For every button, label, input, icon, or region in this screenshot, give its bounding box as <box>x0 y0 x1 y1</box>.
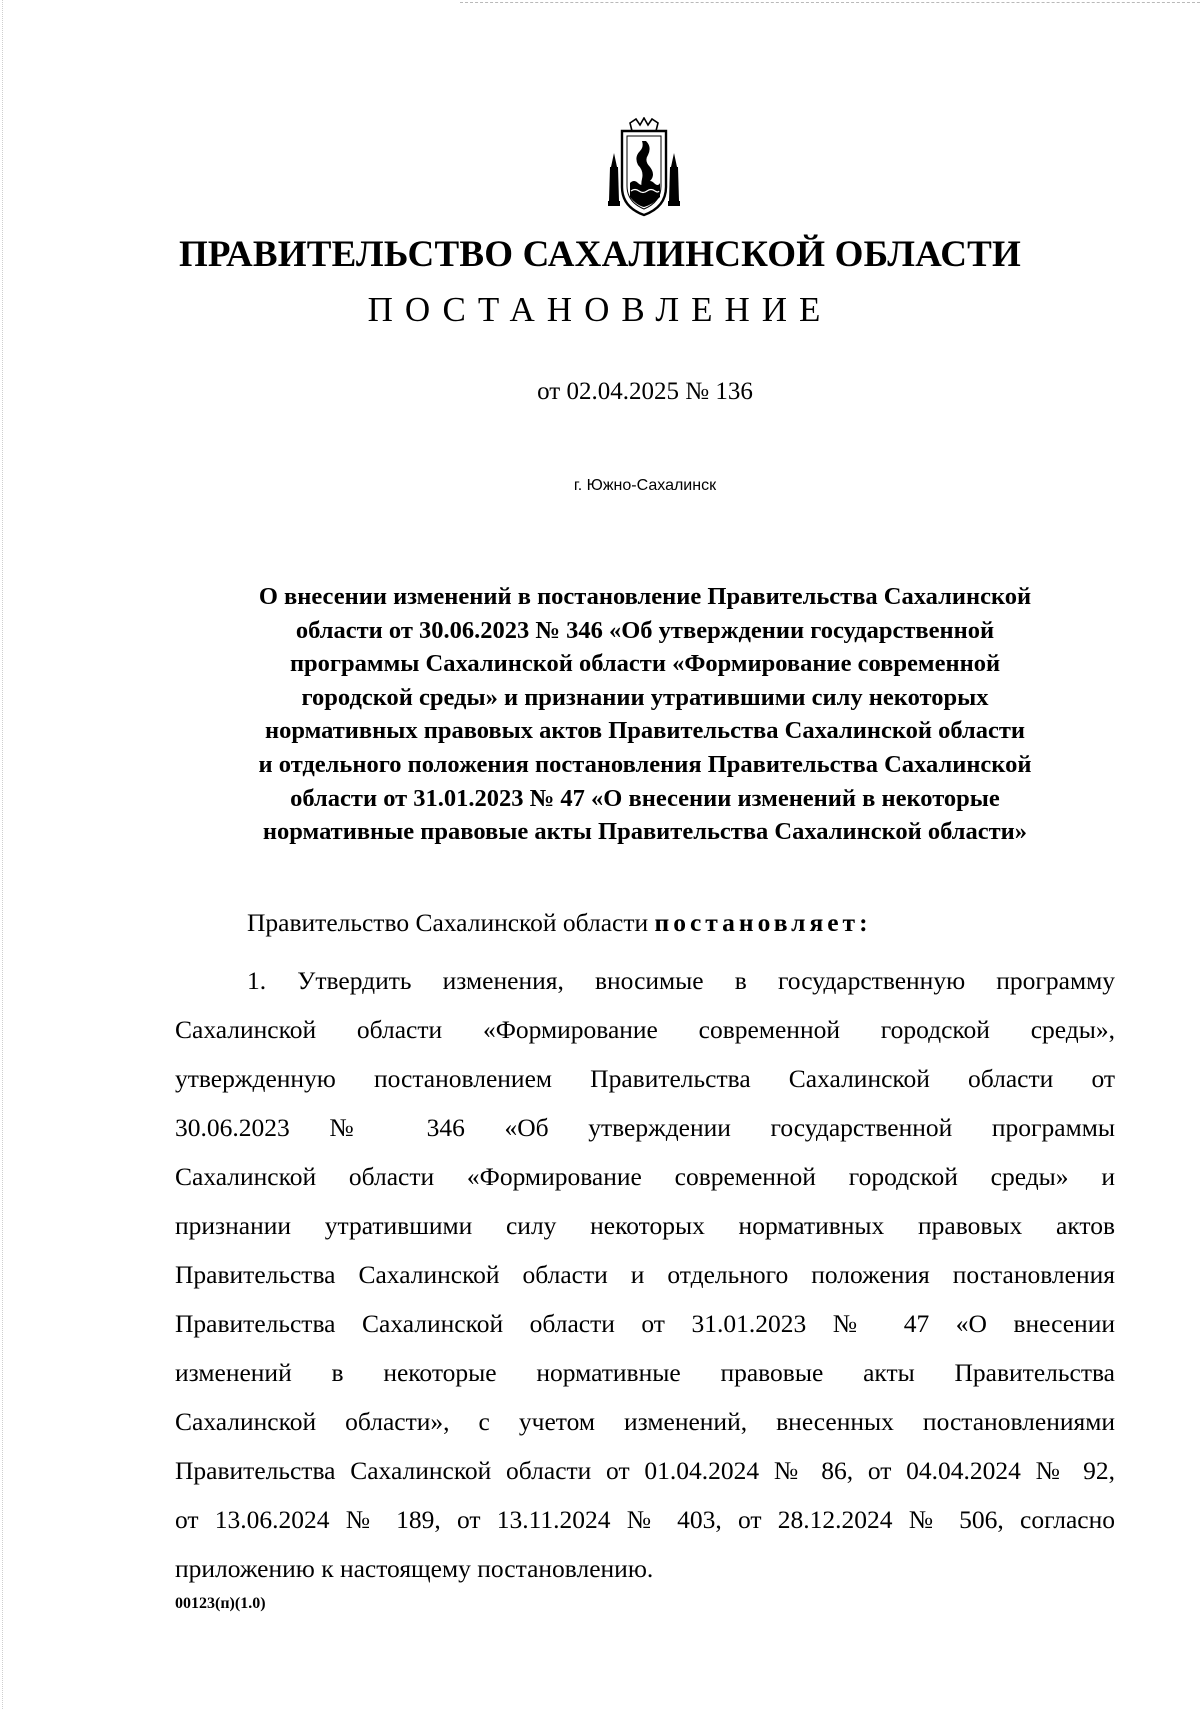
paragraph-line: изменений в некоторые нормативные правовые акты Правительства <box>175 1358 1115 1387</box>
form-code: 00123(п)(1.0) <box>175 1595 266 1612</box>
paragraph-line: Сахалинской области», с учетом изменений, внесенных постановлениями <box>175 1407 1115 1436</box>
document-date-number: от 02.04.2025 № 136 <box>537 378 753 405</box>
subject-line: области от 31.01.2023 № 47 «О внесении изменений в некоторые <box>290 784 1000 812</box>
document-city: г. Южно-Сахалинск <box>573 477 717 494</box>
document-subject <box>180 580 1110 849</box>
subject-line: программы Сахалинской области «Формирование современной <box>289 650 1001 678</box>
paragraph-line: Правительства Сахалинской области от 31.01.2023 № 47 «О внесении <box>175 1309 1115 1338</box>
subject-line: области от 30.06.2023 № 346 «Об утверждении государственной <box>295 616 995 644</box>
scan-artifact-top <box>460 2 1200 3</box>
paragraph-line: 30.06.2023 № 346 «Об утверждении государственной программы <box>175 1113 1115 1142</box>
paragraph-line: Правительства Сахалинской области и отдельного положения постановления <box>175 1260 1115 1289</box>
decree-prefix: Правительство Сахалинской области <box>247 908 649 937</box>
subject-line: О внесении изменений в постановление Правительства Сахалинской <box>258 583 1032 610</box>
decree-statement <box>247 906 1147 940</box>
paragraph-line: приложению к настоящему постановлению. <box>175 1554 654 1583</box>
paragraph-line: от 13.06.2024 № 189, от 13.11.2024 № 403, от 28.12.2024 № 506, согласно <box>175 1505 1115 1534</box>
paragraph-line: Сахалинской области «Формирование современной городской среды» и <box>175 1162 1115 1191</box>
document-type: ПОСТАНОВЛЕНИЕ <box>367 290 833 329</box>
subject-line: городской среды» и признании утратившими силу некоторых <box>301 683 989 711</box>
subject-line: нормативных правовых актов Правительства Сахалинской области <box>264 717 1026 745</box>
paragraph-line: 1. Утвердить изменения, вносимые в государственную программу <box>247 966 1115 995</box>
paragraph-line: утвержденную постановлением Правительства Сахалинской области от <box>175 1064 1115 1093</box>
decree-emphasis: постановляет: <box>654 908 872 937</box>
paragraph-1 <box>175 956 1115 1593</box>
coat-of-arms-icon <box>600 117 688 217</box>
organization-title: ПРАВИТЕЛЬСТВО САХАЛИНСКОЙ ОБЛАСТИ <box>178 234 1022 275</box>
paragraph-line: Правительства Сахалинской области от 01.04.2024 № 86, от 04.04.2024 № 92, <box>175 1456 1115 1485</box>
subject-line: и отдельного положения постановления Правительства Сахалинской <box>258 750 1032 778</box>
subject-line: нормативные правовые акты Правительства Сахалинской области» <box>262 818 1028 846</box>
paragraph-line: Сахалинской области «Формирование современной городской среды», <box>175 1015 1115 1044</box>
paragraph-line: признании утратившими силу некоторых нормативных правовых актов <box>175 1211 1115 1240</box>
